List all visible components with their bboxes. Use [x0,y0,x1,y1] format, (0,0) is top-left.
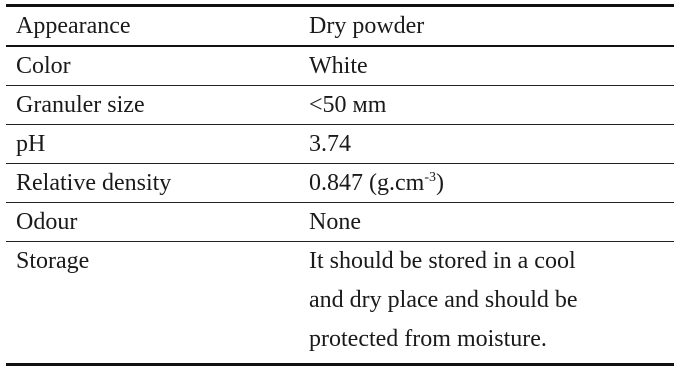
row-value: 3.74 [309,131,351,157]
storage-line: protected from moisture. [309,326,547,352]
table-row [6,164,674,203]
table-row [6,47,674,86]
row-value: <50 мm [309,92,387,118]
header-value: Dry powder [309,13,425,39]
density-exponent: -3 [424,170,436,185]
header-key: Appearance [16,13,131,39]
row-value: White [309,53,368,79]
table-header-row [6,7,674,47]
row-key: Storage [16,248,90,274]
storage-line: and dry place and should be [309,287,578,313]
density-close-paren: ) [435,170,444,196]
table-row [6,86,674,125]
density-value: 0.847 (g.cm [309,170,425,196]
row-key: Odour [16,209,78,235]
row-value [309,242,674,363]
table-row [6,242,674,363]
row-key: Color [16,53,71,79]
table-row [6,203,674,242]
row-key: Granuler size [16,92,145,118]
row-key: pH [16,131,46,157]
row-value: None [309,209,361,235]
row-key: Relative density [16,170,172,196]
storage-line: It should be stored in a cool [309,248,576,274]
table-row [6,125,674,164]
properties-table [6,4,674,366]
row-value [309,164,674,202]
